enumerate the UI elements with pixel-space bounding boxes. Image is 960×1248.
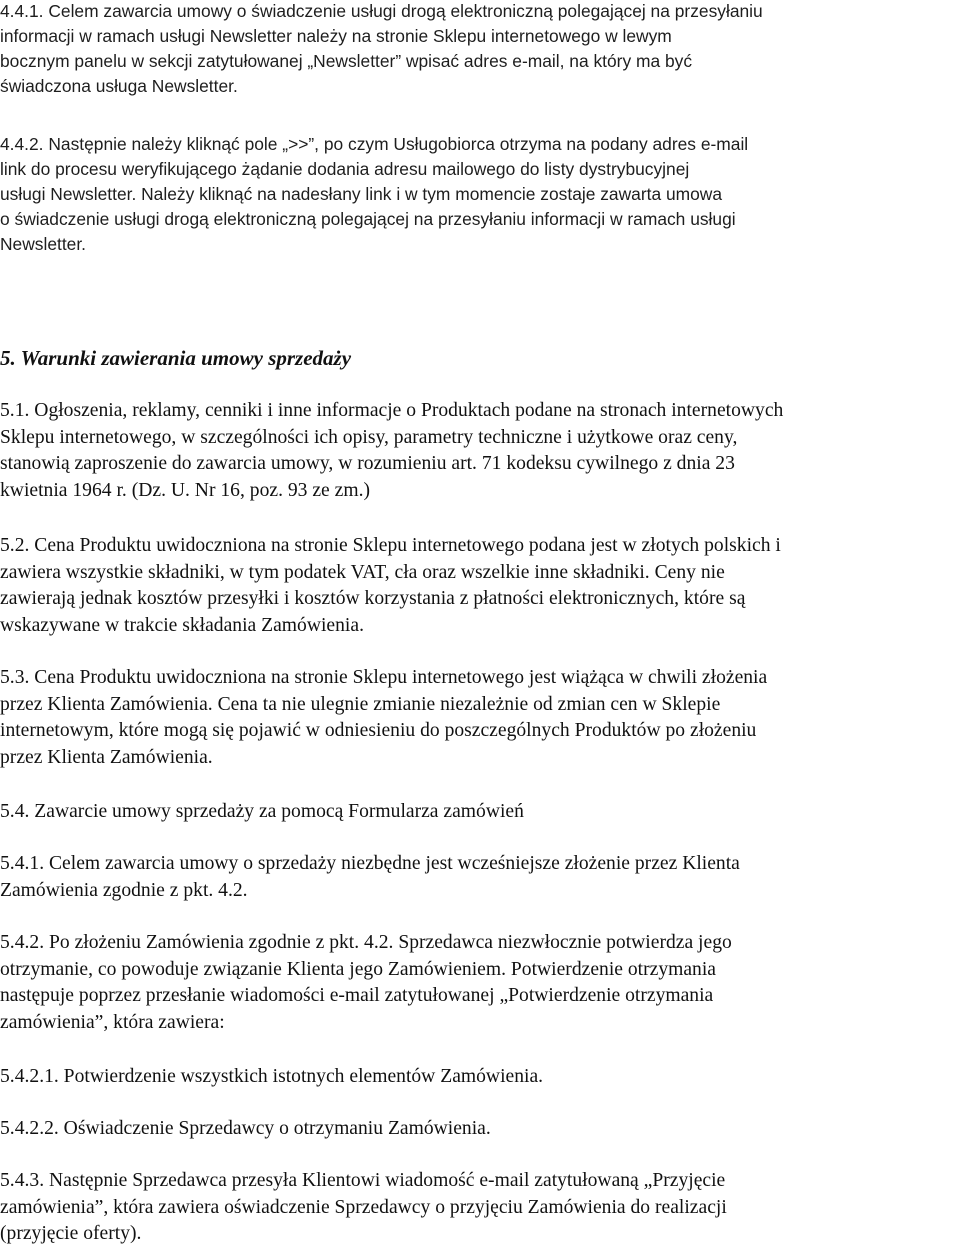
text-line: zamówienia”, która zawiera oświadczenie Sprzedawcy o przyjęciu Zamówienia do realizacji — [0, 1196, 727, 1218]
text-line: przez Klienta Zamówienia. Cena ta nie ulegnie zmianie niezależnie od zmian cen w Sklepie — [0, 693, 721, 715]
text-line: zawierają jednak kosztów przesyłki i kosztów korzystania z płatności elektronicznych, które są — [0, 588, 746, 609]
text-line: 5.3. Cena Produktu uwidoczniona na stronie Sklepu internetowego jest wiążąca w chwili złożenia — [0, 667, 768, 688]
paragraph-5-4-2-2 — [0, 1116, 922, 1143]
paragraph-5-3 — [0, 665, 922, 771]
text-line: stanowią zaproszenie do zawarcia umowy, w rozumieniu art. 71 kodeksu cywilnego z dnia 23 — [0, 453, 735, 474]
text-line: świadczona usługa Newsletter. — [0, 76, 238, 96]
text-line: 5.2. Cena Produktu uwidoczniona na stronie Sklepu internetowego podana jest w złotych polskich i — [0, 535, 781, 556]
text-line: 5.4. Zawarcie umowy sprzedaży za pomocą Formularza zamówień — [0, 801, 524, 822]
text-line: internetowym, które mogą się pojawić w odniesieniu do poszczególnych Produktów po złożeniu — [0, 720, 757, 741]
paragraph-5-1 — [0, 398, 922, 504]
text-line: 5.1. Ogłoszenia, reklamy, cenniki i inne informacje o Produktach podane na stronach internetowych — [0, 400, 784, 421]
text-line: 5.4.2.2. Oświadczenie Sprzedawcy o otrzymaniu Zamówienia. — [0, 1118, 491, 1139]
paragraph-5-4-2 — [0, 930, 922, 1036]
text-line: zawiera wszystkie składniki, w tym podatek VAT, cła oraz wszelkie inne składniki. Ceny nie — [0, 561, 725, 583]
text-line: informacji w ramach usługi Newsletter należy na stronie Sklepu internetowego w lewym — [0, 26, 672, 46]
text-line: bocznym panelu w sekcji zatytułowanej „Newsletter” wpisać adres e-mail, na który ma być — [0, 51, 693, 71]
text-line: (przyjęcie oferty). — [0, 1223, 142, 1244]
text-line: przez Klienta Zamówienia. — [0, 746, 213, 768]
paragraph-5-2 — [0, 533, 922, 639]
text-line: 4.4.2. Następnie należy kliknąć pole „>>”, po czym Usługobiorca otrzyma na podany adres e-mail — [0, 134, 749, 154]
paragraph-5-4 — [0, 799, 922, 826]
paragraph-4-4-2 — [0, 132, 922, 257]
paragraph-5-4-3 — [0, 1168, 922, 1248]
text-line: 4.4.1. Celem zawarcia umowy o świadczenie usługi drogą elektroniczną polegającej na przesyłaniu — [0, 1, 763, 21]
text-line: otrzymanie, co powoduje związanie Klienta jego Zamówieniem. Potwierdzenie otrzymania — [0, 958, 716, 980]
text-line: usługi Newsletter. Należy kliknąć na nadesłany link i w tym momencie zostaje zawarta umowa — [0, 184, 723, 204]
paragraph-5-4-2-1 — [0, 1064, 922, 1091]
text-line: o świadczenie usługi drogą elektroniczną polegającej na przesyłaniu informacji w ramach usługi — [0, 209, 736, 229]
text-line: Zamówienia zgodnie z pkt. 4.2. — [0, 879, 248, 901]
text-line: Newsletter. — [0, 234, 87, 254]
text-line: 5.4.3. Następnie Sprzedawca przesyła Klientowi wiadomość e-mail zatytułowaną „Przyjęcie — [0, 1170, 726, 1191]
text-line: 5.4.2.1. Potwierdzenie wszystkich istotnych elementów Zamówienia. — [0, 1066, 544, 1087]
text-line: 5.4.2. Po złożeniu Zamówienia zgodnie z pkt. 4.2. Sprzedawca niezwłocznie potwierdza jego — [0, 932, 732, 953]
text-line: 5.4.1. Celem zawarcia umowy o sprzedaży niezbędne jest wcześniejsze złożenie przez Klienta — [0, 853, 740, 874]
text-line: wskazywane w trakcie składania Zamówienia. — [0, 614, 364, 636]
text-line: link do procesu weryfikującego żądanie dodania adresu mailowego do listy dystrybucyjnej — [0, 159, 690, 179]
paragraph-4-4-1 — [0, 0, 922, 99]
text-line: kwietnia 1964 r. (Dz. U. Nr 16, poz. 93 ze zm.) — [0, 479, 371, 501]
text-line: następuje poprzez przesłanie wiadomości e-mail zatytułowanej „Potwierdzenie otrzymania — [0, 985, 714, 1006]
text-line: Sklepu internetowego, w szczególności ich opisy, parametry techniczne i użytkowe oraz ceny, — [0, 426, 738, 448]
text-line: zamówienia”, która zawiera: — [0, 1011, 225, 1033]
section-heading: 5. Warunki zawierania umowy sprzedaży — [0, 346, 352, 370]
paragraph-5-4-1 — [0, 851, 922, 904]
